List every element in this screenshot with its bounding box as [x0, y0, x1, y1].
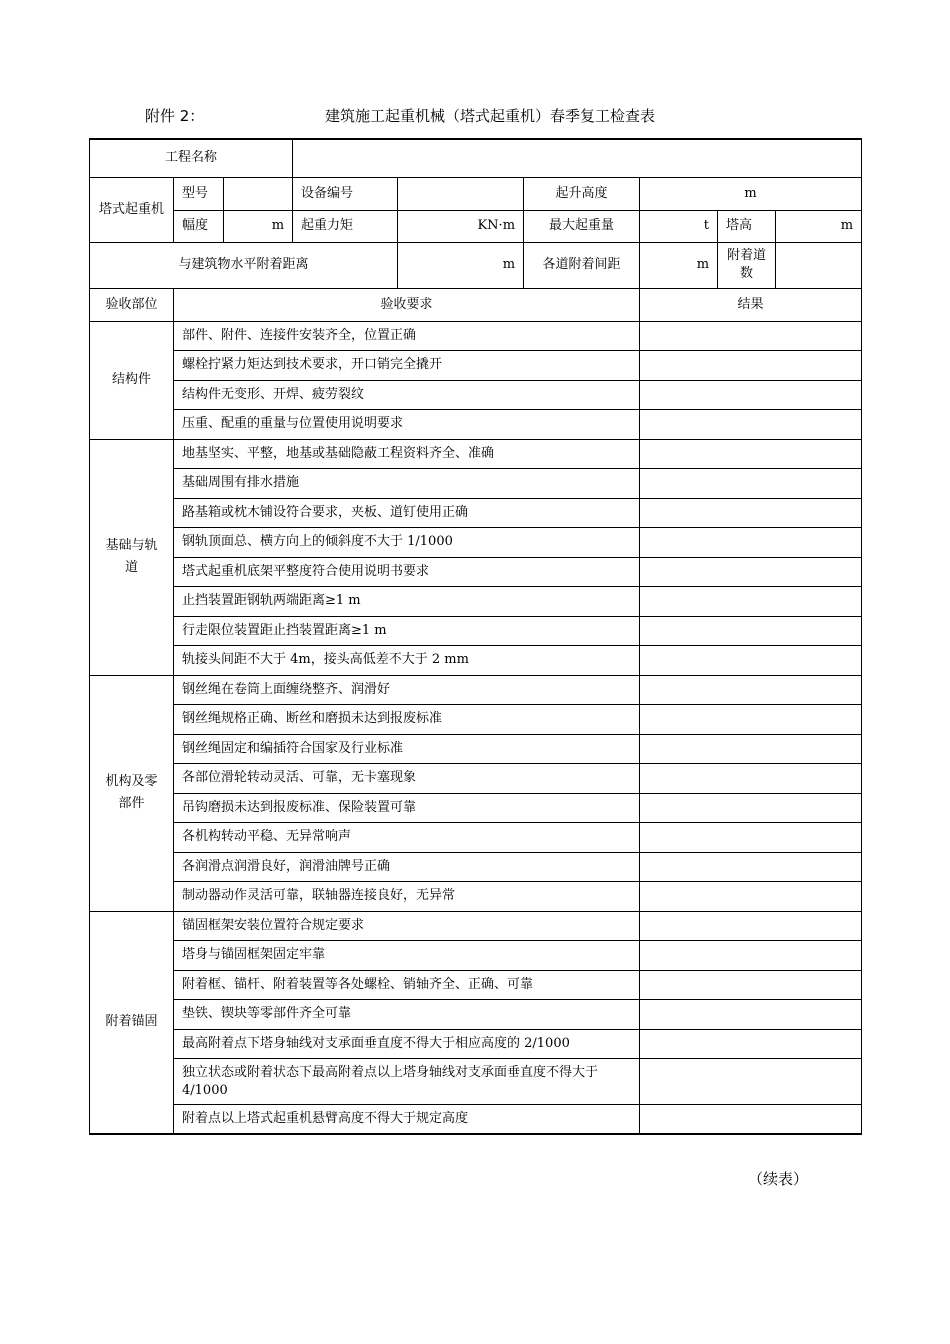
requirement-text: 基础周围有排水措施 [174, 469, 640, 499]
result-field[interactable] [640, 882, 862, 912]
result-field[interactable] [640, 734, 862, 764]
inspection-row [90, 1105, 862, 1135]
requirement-text: 垫铁、锲块等零部件齐全可靠 [174, 1000, 640, 1030]
inspection-row [90, 823, 862, 853]
attach-distance-field[interactable] [398, 242, 524, 288]
result-field[interactable] [640, 587, 862, 617]
result-field[interactable] [640, 351, 862, 381]
torque-label: 起重力矩 [293, 210, 398, 242]
requirement-text: 行走限位装置距止挡装置距离≥1 m [174, 616, 640, 646]
requirement-text: 止挡装置距钢轨两端距离≥1 m [174, 587, 640, 617]
lift-height-unit: m [744, 185, 757, 201]
device-no-field[interactable] [398, 177, 524, 210]
section-label: 机构及零部件 [90, 675, 174, 911]
requirement-text: 最高附着点下塔身轴线对支承面垂直度不得大于相应高度的 2/1000 [174, 1029, 640, 1059]
result-field[interactable] [640, 557, 862, 587]
inspection-table [89, 138, 862, 1135]
result-field[interactable] [640, 705, 862, 735]
attach-distance-unit: m [502, 257, 516, 272]
project-name-field[interactable] [293, 139, 862, 177]
model-label: 型号 [174, 177, 224, 210]
part-header: 验收部位 [90, 288, 174, 321]
inspection-row [90, 646, 862, 676]
amplitude-unit: m [271, 218, 285, 233]
inspection-row [90, 852, 862, 882]
requirement-text: 吊钩磨损未达到报废标准、保险装置可靠 [174, 793, 640, 823]
inspection-row [90, 793, 862, 823]
result-field[interactable] [640, 498, 862, 528]
attach-distance-label: 与建筑物水平附着距离 [90, 242, 398, 288]
tower-height-field[interactable] [776, 210, 862, 242]
section-label: 附着锚固 [90, 911, 174, 1134]
result-field[interactable] [640, 616, 862, 646]
requirement-text: 钢丝绳规格正确、断丝和磨损未达到报废标准 [174, 705, 640, 735]
continued-label: （续表） [748, 1170, 809, 1188]
requirement-text: 结构件无变形、开焊、疲劳裂纹 [174, 380, 640, 410]
requirement-text: 锚固框架安装位置符合规定要求 [174, 911, 640, 941]
result-field[interactable] [640, 528, 862, 558]
inspection-row [90, 587, 862, 617]
inspection-row [90, 321, 862, 351]
result-field[interactable] [640, 823, 862, 853]
requirement-text: 路基箱或枕木铺设符合要求，夹板、道钉使用正确 [174, 498, 640, 528]
requirement-text: 附着框、锚杆、附着装置等各处螺栓、销轴齐全、正确、可靠 [174, 970, 640, 1000]
attach-spacing-field[interactable] [640, 242, 718, 288]
section-label: 结构件 [90, 321, 174, 439]
requirement-text: 各部位滑轮转动灵活、可靠，无卡塞现象 [174, 764, 640, 794]
requirement-text: 塔式起重机底架平整度符合使用说明书要求 [174, 557, 640, 587]
section-label: 基础与轨道 [90, 439, 174, 675]
requirement-text: 钢轨顶面总、横方向上的倾斜度不大于 1/1000 [174, 528, 640, 558]
tower-height-label: 塔高 [718, 210, 776, 242]
inspection-row [90, 498, 862, 528]
page-title: 建筑施工起重机械（塔式起重机）春季复工检查表 [325, 107, 656, 125]
requirement-text: 轨接头间距不大于 4m，接头高低差不大于 2 mm [174, 646, 640, 676]
inspection-row [90, 1059, 862, 1105]
result-field[interactable] [640, 321, 862, 351]
inspection-row [90, 764, 862, 794]
requirement-text: 各润滑点润滑良好，润滑油牌号正确 [174, 852, 640, 882]
result-field[interactable] [640, 380, 862, 410]
requirement-text: 附着点以上塔式起重机悬臂高度不得大于规定高度 [174, 1105, 640, 1135]
lift-height-field[interactable] [640, 177, 862, 210]
amplitude-label: 幅度 [174, 210, 224, 242]
inspection-row [90, 410, 862, 440]
inspection-row [90, 734, 862, 764]
project-name-label: 工程名称 [90, 139, 293, 177]
attach-spacing-label: 各道附着间距 [524, 242, 640, 288]
inspection-row [90, 439, 862, 469]
result-field[interactable] [640, 439, 862, 469]
tower-height-unit: m [840, 218, 854, 233]
device-no-label: 设备编号 [293, 177, 398, 210]
max-load-field[interactable] [640, 210, 718, 242]
result-field[interactable] [640, 941, 862, 971]
attachment-label: 附件 2： [145, 107, 205, 125]
result-field[interactable] [640, 675, 862, 705]
requirement-text: 钢丝绳在卷筒上面缠绕整齐、润滑好 [174, 675, 640, 705]
requirement-text: 压重、配重的重量与位置使用说明要求 [174, 410, 640, 440]
inspection-row [90, 351, 862, 381]
inspection-row [90, 705, 862, 735]
requirement-text: 螺栓拧紧力矩达到技术要求，开口销完全撬开 [174, 351, 640, 381]
attach-spacing-unit: m [696, 257, 710, 272]
result-field[interactable] [640, 852, 862, 882]
inspection-row [90, 882, 862, 912]
max-load-label: 最大起重量 [524, 210, 640, 242]
inspection-row [90, 469, 862, 499]
result-header: 结果 [640, 288, 862, 321]
requirement-text: 钢丝绳固定和编插符合国家及行业标准 [174, 734, 640, 764]
inspection-row [90, 1029, 862, 1059]
amplitude-field[interactable] [224, 210, 293, 242]
inspection-row [90, 557, 862, 587]
inspection-row [90, 616, 862, 646]
result-field[interactable] [640, 1029, 862, 1059]
torque-unit: KN·m [477, 218, 516, 233]
torque-field[interactable] [398, 210, 524, 242]
inspection-row [90, 380, 862, 410]
inspection-row [90, 675, 862, 705]
requirement-text: 地基坚实、平整，地基或基础隐蔽工程资料齐全、准确 [174, 439, 640, 469]
inspection-row [90, 970, 862, 1000]
result-field[interactable] [640, 1105, 862, 1135]
max-load-unit: t [703, 218, 710, 233]
result-field[interactable] [640, 1059, 862, 1105]
result-field[interactable] [640, 911, 862, 941]
inspection-row [90, 941, 862, 971]
inspection-row [90, 528, 862, 558]
result-field[interactable] [640, 410, 862, 440]
crane-label: 塔式起重机 [90, 177, 174, 242]
requirement-text: 各机构转动平稳、无异常响声 [174, 823, 640, 853]
requirement-header: 验收要求 [174, 288, 640, 321]
result-field[interactable] [640, 970, 862, 1000]
inspection-row [90, 911, 862, 941]
result-field[interactable] [640, 764, 862, 794]
result-field[interactable] [640, 793, 862, 823]
inspection-row [90, 1000, 862, 1030]
result-field[interactable] [640, 1000, 862, 1030]
result-field[interactable] [640, 646, 862, 676]
requirement-text: 塔身与锚固框架固定牢靠 [174, 941, 640, 971]
result-field[interactable] [640, 469, 862, 499]
lift-height-label: 起升高度 [524, 177, 640, 210]
requirement-text: 独立状态或附着状态下最高附着点以上塔身轴线对支承面垂直度不得大于 4/1000 [174, 1059, 640, 1105]
attach-count-field[interactable] [776, 242, 862, 288]
attach-count-label: 附着道数 [718, 242, 776, 288]
requirement-text: 部件、附件、连接件安装齐全，位置正确 [174, 321, 640, 351]
model-field[interactable] [224, 177, 293, 210]
requirement-text: 制动器动作灵活可靠，联轴器连接良好，无异常 [174, 882, 640, 912]
